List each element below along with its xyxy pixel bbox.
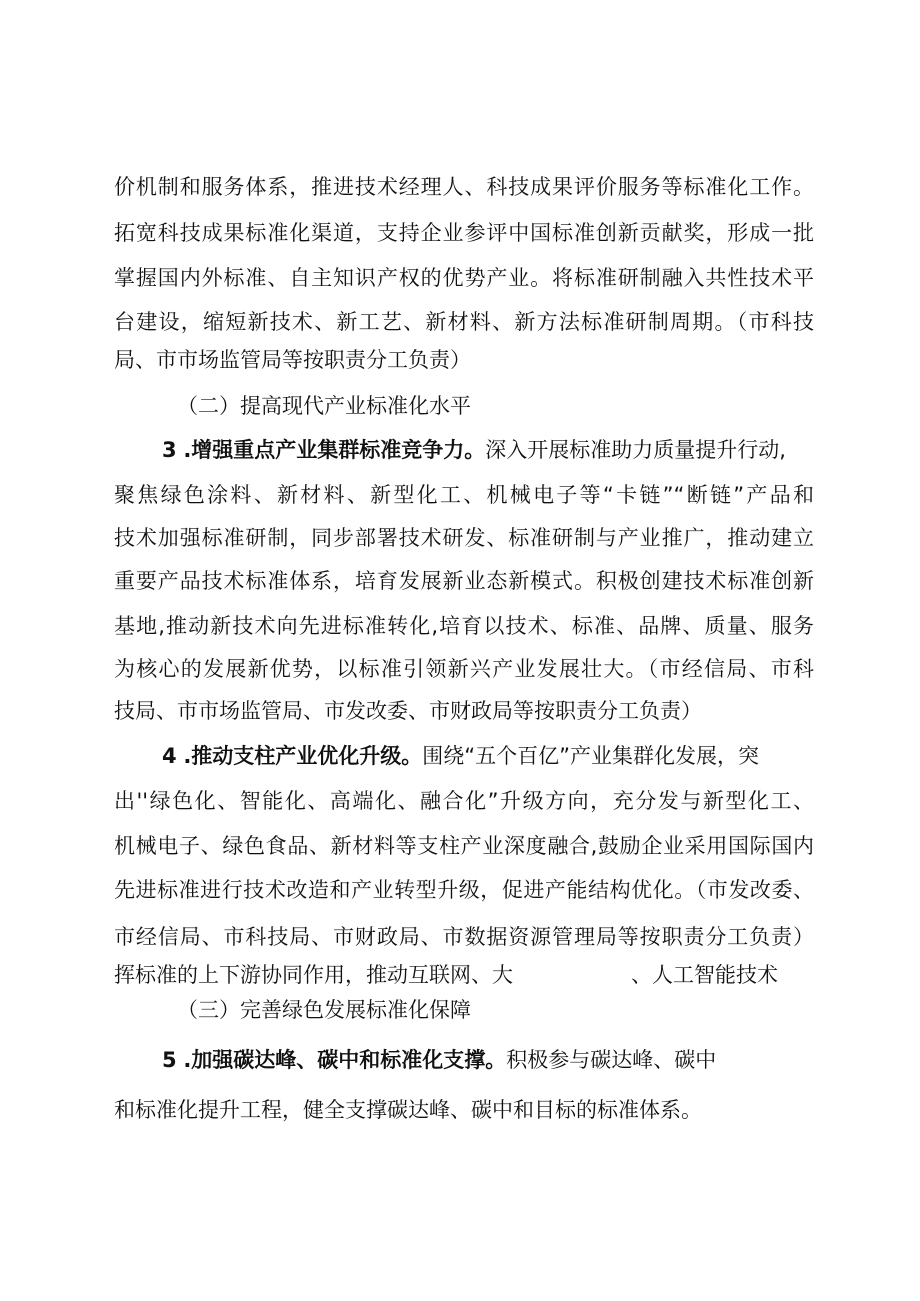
item-4-title: .推动支柱产业优化升级。 (183, 744, 423, 768)
paragraph-line: 台建设，缩短新技术、新工艺、新材料、新方法标准研制周期。（市科技 (114, 310, 814, 334)
paragraph-line: 为核心的发展新优势，以标准引领新兴产业发展壮大。（市经信局、市科 (114, 657, 814, 681)
item-3-line (162, 436, 814, 464)
paragraph-line: 局、市市场监管局等按职责分工负责） (114, 348, 471, 372)
paragraph-line: 重要产品技术标准体系，培育发展新业态新模式。积极创建技术标准创新 (114, 569, 814, 593)
paragraph-line: 基地,推动新技术向先进标准转化,培育以技术、标准、品牌、质量、服务 (114, 614, 814, 638)
paragraph-line: 机械电子、绿色食品、新材料等支柱产业深度融合,鼓励企业采用国际国内 (114, 834, 814, 858)
paragraph-line: 和标准化提升工程，健全支撑碳达峰、碳中和目标的标准体系。 (114, 1098, 702, 1122)
item-5-text: 积极参与碳达峰、碳中 (506, 1048, 717, 1072)
item-5-number: 5 (162, 1048, 177, 1072)
item-3-title: .增强重点产业集群标准竞争力。 (183, 438, 486, 462)
paragraph-line: 价机制和服务体系，推进技术经理人、科技成果评价服务等标准化工作。 (114, 175, 814, 199)
fragment-line (114, 961, 814, 989)
paragraph-line: 掌握国内外标准、自主知识产权的优势产业。将标准研制融入共性技术平 (114, 266, 814, 290)
paragraph-line: 出''绿色化、智能化、高端化、融合化”升级方向，充分发与新型化工、 (114, 789, 814, 813)
paragraph-line: 聚焦绿色涂料、新材料、新型化工、机械电子等“卡链”“断链”产品和 (114, 483, 814, 507)
item-3-number: 3 (162, 438, 177, 462)
item-5-line (162, 1046, 762, 1074)
section-heading-2: （二）提高现代产业标准化水平 (177, 394, 471, 418)
item-4-text: 围绕“五个百亿”产业集群化发展，突 (422, 744, 760, 768)
section-heading-3: （三）完善绿色发展标准化保障 (177, 998, 471, 1022)
item-3-text: 深入开展标准助力质量提升行动, (485, 438, 786, 462)
fragment-right: 、人工智能技术 (631, 963, 778, 987)
paragraph-line: 技术加强标准研制，同步部署技术研发、标准研制与产业推广，推动建立 (114, 526, 814, 550)
paragraph-line: 市经信局、市科技局、市财政局、市数据资源管理局等按职责分工负责） (114, 925, 814, 949)
paragraph-line: 技局、市市场监管局、市发改委、市财政局等按职责分工负责） (114, 699, 702, 723)
paragraph-line: 拓宽科技成果标准化渠道，支持企业参评中国标准创新贡献奖，形成一批 (114, 221, 814, 245)
item-5-title: .加强碳达峰、碳中和标准化支撑。 (183, 1048, 507, 1072)
item-4-line (162, 742, 814, 770)
item-4-number: 4 (162, 744, 177, 768)
fragment-left: 挥标准的上下游协同作用，推动互联网、大 (114, 963, 513, 987)
paragraph-line: 先进标准进行技术改造和产业转型升级，促进产能结构优化。（市发改委、 (114, 878, 814, 902)
